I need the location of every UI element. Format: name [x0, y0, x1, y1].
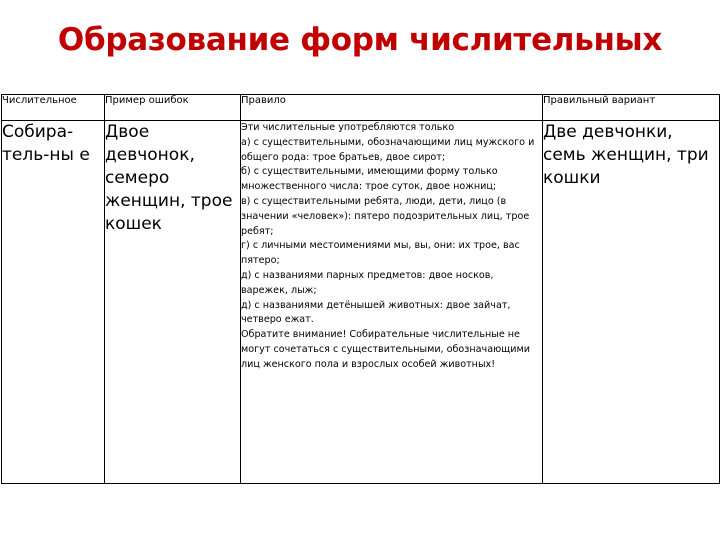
correct-variant-text: Две девчонки, семь женщин, три кошки	[543, 122, 709, 188]
rules-table	[1, 94, 720, 484]
page-title: Образование форм числительных	[57, 22, 663, 58]
rule-item-a: а) с существительными, обозначающими лиц мужского и общего рода: трое братьев, двое сирот;	[241, 136, 535, 163]
header-rule: Правило	[241, 95, 543, 121]
cell-rule	[241, 121, 543, 484]
cell-correct-variant	[543, 121, 720, 484]
header-error-examples: Пример ошибок	[105, 95, 241, 121]
rule-intro: Эти числительные употребляются только	[241, 122, 455, 133]
rule-item-f: д) с названиями детёнышей животных: двое зайчат, четверо ежат.	[241, 299, 511, 326]
rule-item-c: в) с существительными ребята, люди, дети, лицо (в значении «человек»): пятеро подозрительных лиц, трое ребят;	[241, 195, 530, 237]
rule-item-d: г) с личными местоимениями мы, вы, они: их трое, вас пятеро;	[241, 240, 520, 267]
cell-numeral	[2, 121, 105, 484]
cell-error-examples	[105, 121, 241, 484]
rule-note: Обратите внимание! Собирательные числительные не могут сочетаться с существительными, обозначающими лиц женского пола и взрослых особей животных!	[241, 329, 530, 370]
header-correct-variant: Правильный вариант	[543, 95, 720, 121]
table-header-row	[2, 95, 720, 121]
error-examples-text: Двое девчонок, семеро женщин, трое кошек	[105, 122, 233, 234]
numeral-text: Собира-тель-ны е	[2, 122, 90, 165]
rule-item-b: б) с существительными, имеющими форму только множественного числа: трое суток, двое ножниц;	[241, 166, 498, 193]
header-numeral: Числительное	[2, 95, 105, 121]
table-row	[2, 121, 720, 484]
rule-item-e: д) с названиями парных предметов: двое носков, варежек, лыж;	[241, 269, 494, 296]
